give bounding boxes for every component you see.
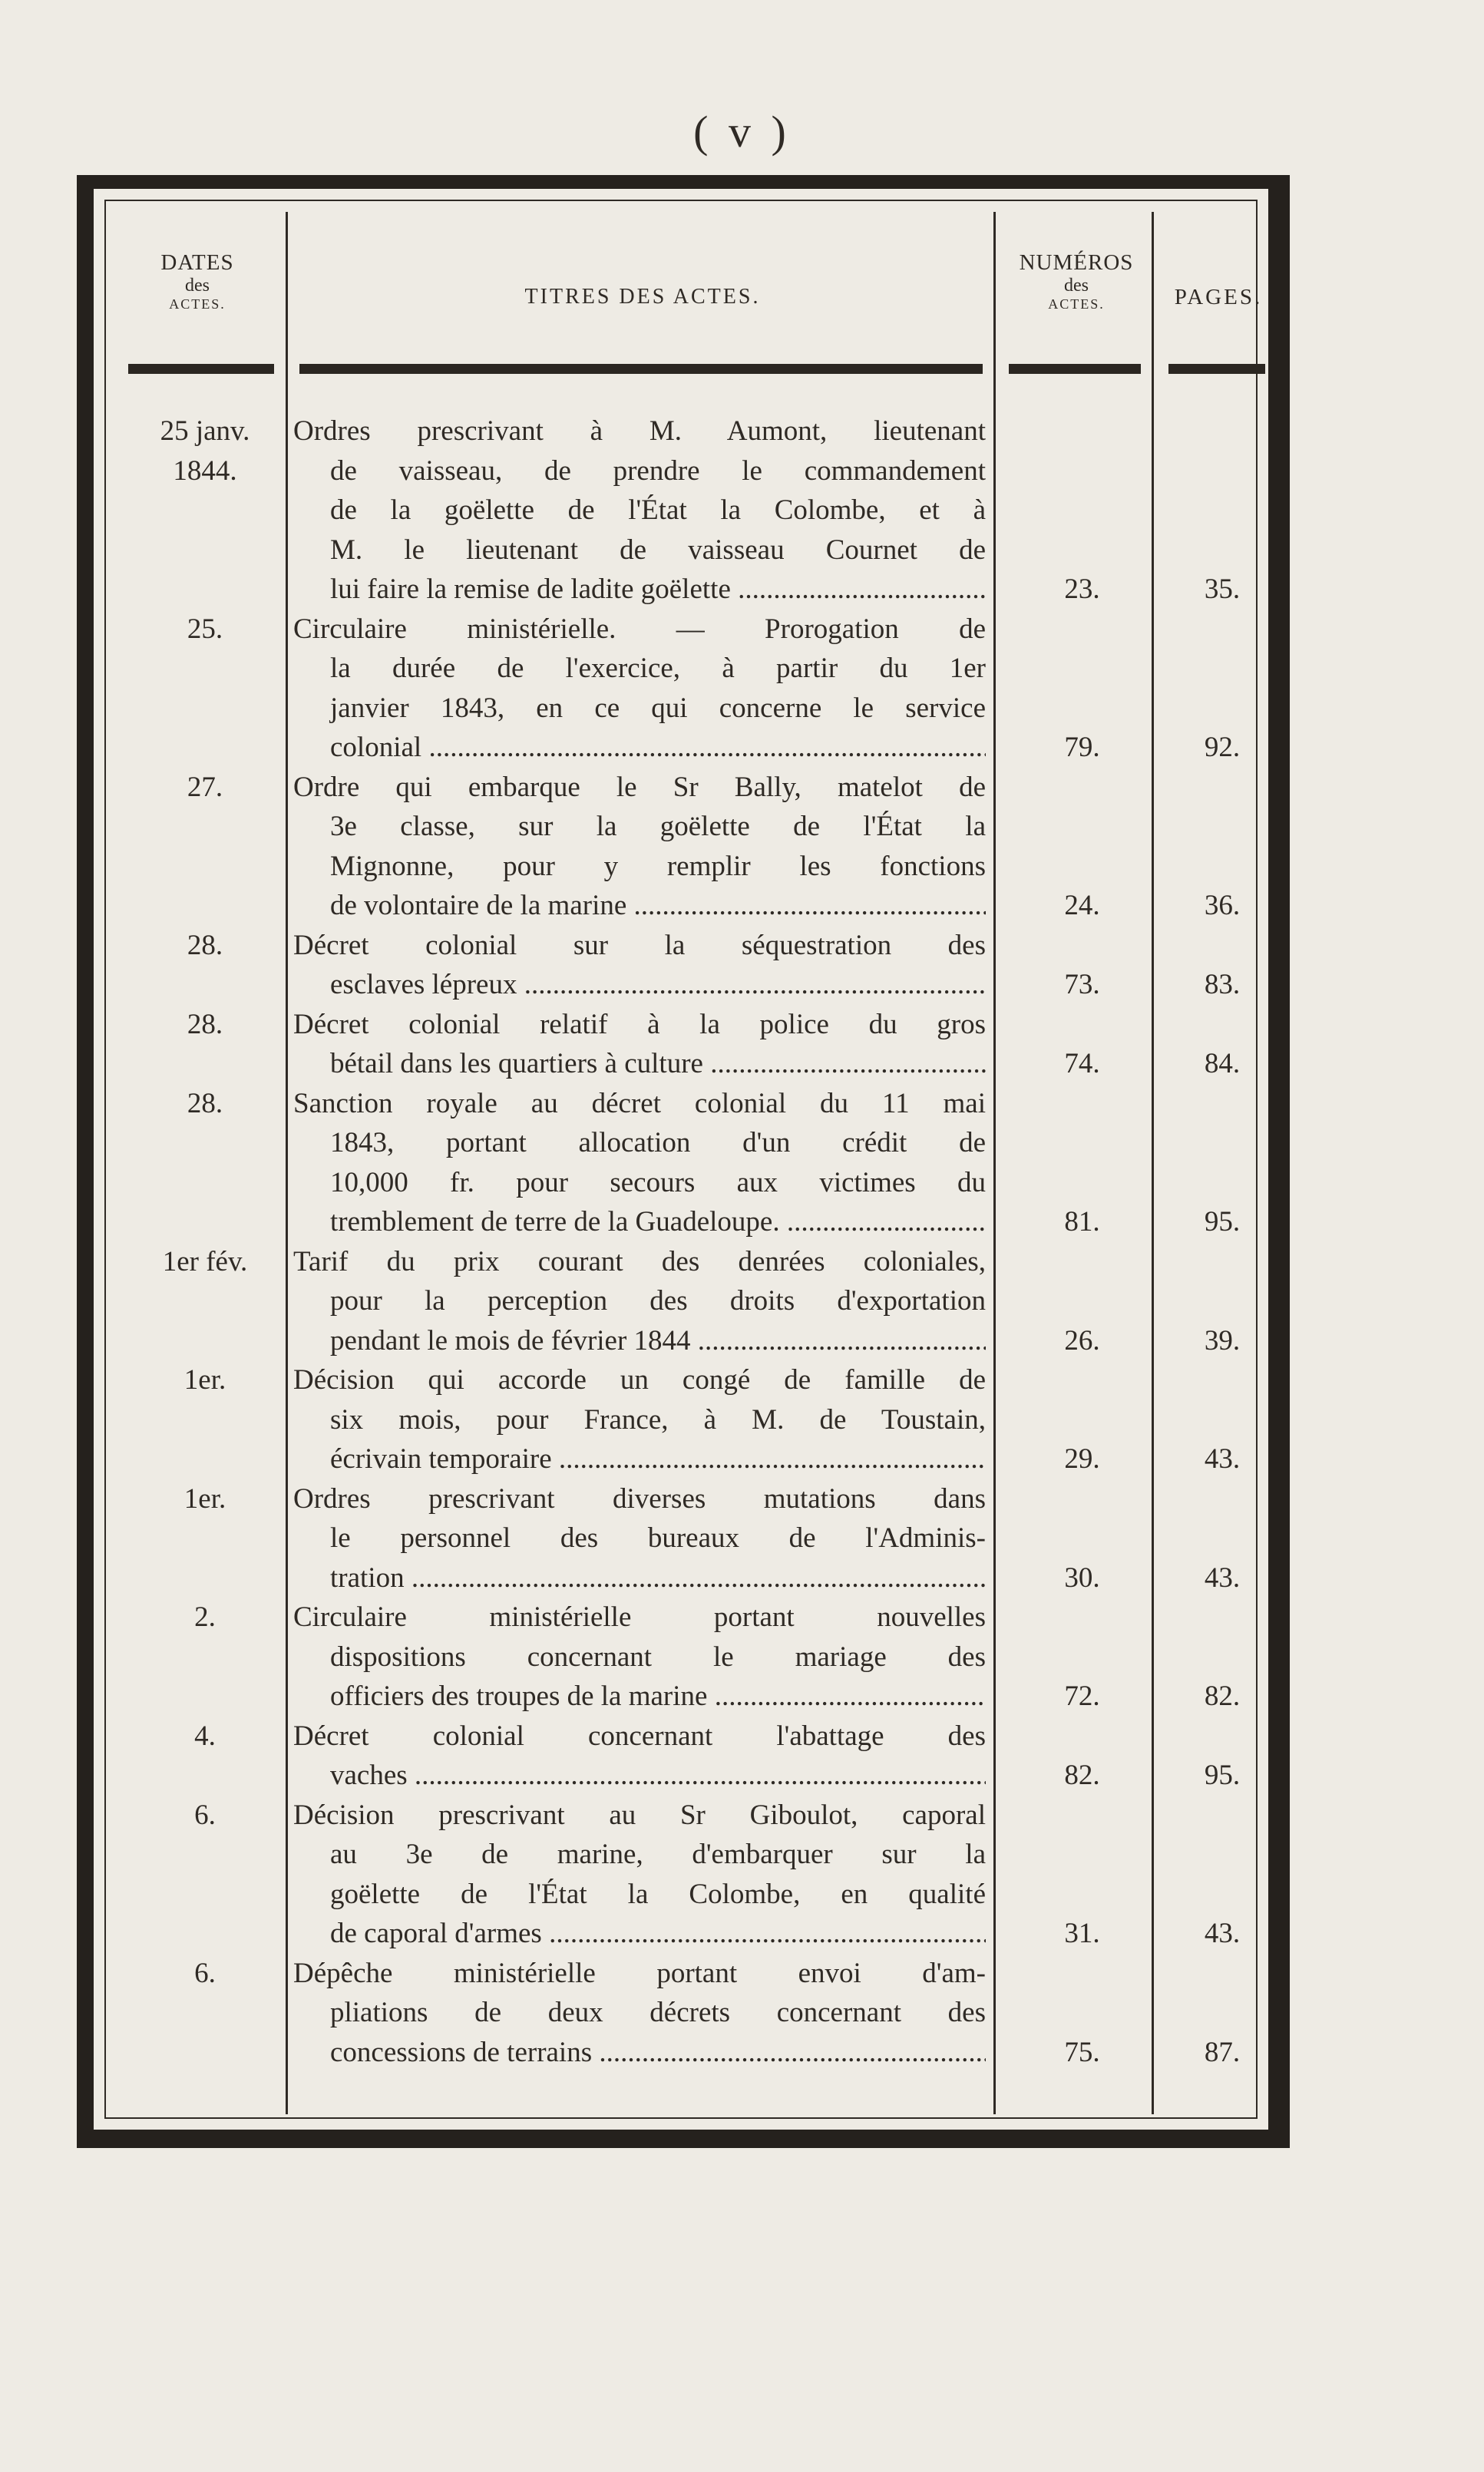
- entry-page: 84.: [1204, 1048, 1241, 1079]
- entry-title-line: Ordre qui embarque le Sr Bally, matelot de: [293, 771, 986, 803]
- header-pages: PAGES.: [1174, 285, 1263, 309]
- header-rule-numbers: [1009, 364, 1141, 374]
- header-rule-dates: [128, 364, 274, 374]
- header-numbers: [1000, 250, 1153, 312]
- entry-title: [293, 1084, 986, 1242]
- entry-title-line: esclaves lépreux .....: [293, 965, 986, 1005]
- header-dates-small: des: [185, 276, 210, 296]
- entry-title: [293, 610, 986, 768]
- entry-title-line: Ordres prescrivant à M. Aumont, lieutenant: [293, 415, 986, 447]
- entry-title: [293, 1717, 986, 1796]
- entry-title-line: Décision qui accorde un congé de famille de: [293, 1364, 986, 1396]
- entry-date: 1er.: [183, 1364, 226, 1396]
- header-dates-big: DATES: [160, 250, 234, 275]
- entry-title-line: Ordres prescrivant diverses mutations dans: [293, 1482, 986, 1515]
- entry-title-line: écrivain temporaire .....: [293, 1439, 986, 1479]
- entry-date-year: 1844.: [173, 454, 237, 487]
- entry-title-line: Décision prescrivant au Sr Giboulot, caporal: [293, 1799, 986, 1831]
- entry-title-line: dispositions concernant le mariage des: [330, 1641, 986, 1673]
- header-dates-tiny: ACTES.: [169, 296, 226, 312]
- entry-page: 82.: [1204, 1680, 1241, 1712]
- entry-title-line: janvier 1843, en ce qui concerne le service: [330, 692, 986, 724]
- entry-date: 27.: [187, 771, 223, 803]
- entry-title-line: M. le lieutenant de vaisseau Cournet de: [330, 534, 986, 566]
- entry-title-line: tration .....: [293, 1558, 986, 1598]
- entry-title-line: pour la perception des droits d'exportation: [330, 1285, 986, 1317]
- entry-number: 74.: [1064, 1048, 1100, 1079]
- entry-page: 43.: [1204, 1443, 1241, 1475]
- table-row: [94, 1242, 1322, 1361]
- entry-title-line: Circulaire ministérielle portant nouvelles: [293, 1601, 986, 1633]
- entry-title-line: Mignonne, pour y remplir les fonctions: [330, 850, 986, 882]
- entry-title-line: six mois, pour France, à M. de Toustain,: [330, 1403, 986, 1436]
- entry-title-line: bétail dans les quartiers à culture .....: [293, 1044, 986, 1084]
- entry-page: 83.: [1204, 969, 1241, 1000]
- entry-page: 95.: [1204, 1206, 1241, 1238]
- entry-number: 26.: [1064, 1324, 1100, 1357]
- table-row: [94, 1717, 1322, 1796]
- entry-title-line: tremblement de terre de la Guadeloupe. .....: [293, 1202, 986, 1242]
- entry-title: [293, 1005, 986, 1084]
- entry-page: 95.: [1204, 1760, 1241, 1791]
- entry-number: 23.: [1064, 573, 1100, 605]
- entry-date: 28.: [187, 929, 223, 961]
- entry-number: 29.: [1064, 1443, 1100, 1475]
- entry-number: 73.: [1064, 969, 1100, 1000]
- entry-number: 72.: [1064, 1680, 1100, 1712]
- entry-title-line: au 3e de marine, d'embarquer sur la: [330, 1839, 986, 1870]
- entry-title-line: le personnel des bureaux de l'Adminis-: [330, 1522, 986, 1554]
- header-numbers-small: des: [1064, 276, 1089, 296]
- entry-title-line: vaches .....: [293, 1756, 986, 1796]
- entry-title: [293, 1242, 986, 1361]
- entry-title: [293, 411, 986, 610]
- entry-title: [293, 926, 986, 1005]
- entry-title-line: concessions de terrains .....: [293, 2033, 986, 2073]
- entry-number: 79.: [1064, 732, 1100, 763]
- header-numbers-tiny: ACTES.: [1048, 296, 1105, 312]
- entry-title-line: pliations de deux décrets concernant des: [330, 1997, 986, 2028]
- entry-page: 36.: [1204, 890, 1241, 921]
- table-row: [94, 768, 1322, 926]
- entry-page: 87.: [1204, 2036, 1241, 2068]
- entry-date: 25 janv.: [160, 415, 250, 447]
- entry-title-line: Circulaire ministérielle. — Prorogation de: [293, 613, 986, 645]
- table-row: [94, 1084, 1322, 1242]
- entry-title-line: de la goëlette de l'État la Colombe, et à: [330, 494, 986, 526]
- entry-title-line: goëlette de l'État la Colombe, en qualité: [330, 1878, 986, 1910]
- table-row: [94, 610, 1322, 768]
- entry-title-line: de caporal d'armes .....: [293, 1914, 986, 1954]
- entry-page: 35.: [1204, 573, 1241, 605]
- entry-number: 82.: [1064, 1760, 1100, 1791]
- entry-title: [293, 1954, 986, 2073]
- entry-date: 6.: [194, 1799, 216, 1831]
- entries-list: [94, 411, 1322, 2072]
- table-row: [94, 1796, 1322, 1954]
- entry-number: 75.: [1064, 2036, 1100, 2068]
- table-row: [94, 926, 1322, 1005]
- entry-title-line: Décret colonial sur la séquestration des: [293, 929, 986, 961]
- entry-title-line: Tarif du prix courant des denrées coloniales,: [293, 1245, 986, 1277]
- entry-title-line: 1843, portant allocation d'un crédit de: [330, 1127, 986, 1158]
- entry-page: 43.: [1204, 1562, 1241, 1594]
- entry-page: 43.: [1204, 1918, 1241, 1949]
- entry-title: [293, 1598, 986, 1717]
- table-row: [94, 1360, 1322, 1479]
- entry-date: 28.: [187, 1008, 223, 1040]
- table-row: [94, 411, 1322, 610]
- entry-title-line: officiers des troupes de la marine .....: [293, 1677, 986, 1717]
- entry-title-line: de volontaire de la marine .....: [293, 886, 986, 926]
- entry-title-line: de vaisseau, de prendre le commandement: [330, 454, 986, 487]
- entry-title-line: Décret colonial relatif à la police du gros: [293, 1008, 986, 1040]
- entry-number: 24.: [1064, 890, 1100, 921]
- entry-page: 92.: [1204, 732, 1241, 763]
- entry-date: 4.: [194, 1720, 216, 1752]
- entry-title-line: Dépêche ministérielle portant envoi d'am-: [293, 1957, 986, 1989]
- entry-title-line: colonial .....: [293, 728, 986, 768]
- header-rule-titles: [299, 364, 983, 374]
- header-dates: [117, 250, 278, 312]
- entry-date: 1er.: [183, 1482, 226, 1515]
- page-number: ( v ): [693, 107, 791, 157]
- table-row: [94, 1598, 1322, 1717]
- entry-title: [293, 1796, 986, 1954]
- header-numbers-big: NUMÉROS: [1019, 250, 1134, 275]
- entry-date: 28.: [187, 1087, 223, 1119]
- table-row: [94, 1479, 1322, 1598]
- entry-title: [293, 1479, 986, 1598]
- header-titles: TITRES DES ACTES.: [524, 285, 761, 309]
- entry-title-line: lui faire la remise de ladite goëlette .....: [293, 570, 986, 610]
- entry-date: 2.: [194, 1601, 216, 1633]
- entry-number: 30.: [1064, 1562, 1100, 1594]
- entry-number: 31.: [1064, 1918, 1100, 1949]
- entry-number: 81.: [1064, 1206, 1100, 1238]
- entry-date: 6.: [194, 1957, 216, 1989]
- entry-title-line: 3e classe, sur la goëlette de l'État la: [330, 811, 986, 842]
- table-row: [94, 1954, 1322, 2073]
- entry-title: [293, 1360, 986, 1479]
- header-rule-pages: [1168, 364, 1265, 374]
- entry-title-line: Décret colonial concernant l'abattage des: [293, 1720, 986, 1752]
- entry-page: 39.: [1204, 1324, 1241, 1357]
- entry-title: [293, 768, 986, 926]
- table-row: [94, 1005, 1322, 1084]
- entry-date: 25.: [187, 613, 223, 645]
- table-frame: [77, 175, 1290, 2148]
- entry-title-line: 10,000 fr. pour secours aux victimes du: [330, 1166, 986, 1198]
- entry-title-line: pendant le mois de février 1844 .....: [293, 1321, 986, 1361]
- entry-date: 1er fév.: [162, 1245, 248, 1277]
- entry-title-line: la durée de l'exercice, à partir du 1er: [330, 653, 986, 684]
- entry-title-line: Sanction royale au décret colonial du 11 mai: [293, 1087, 986, 1119]
